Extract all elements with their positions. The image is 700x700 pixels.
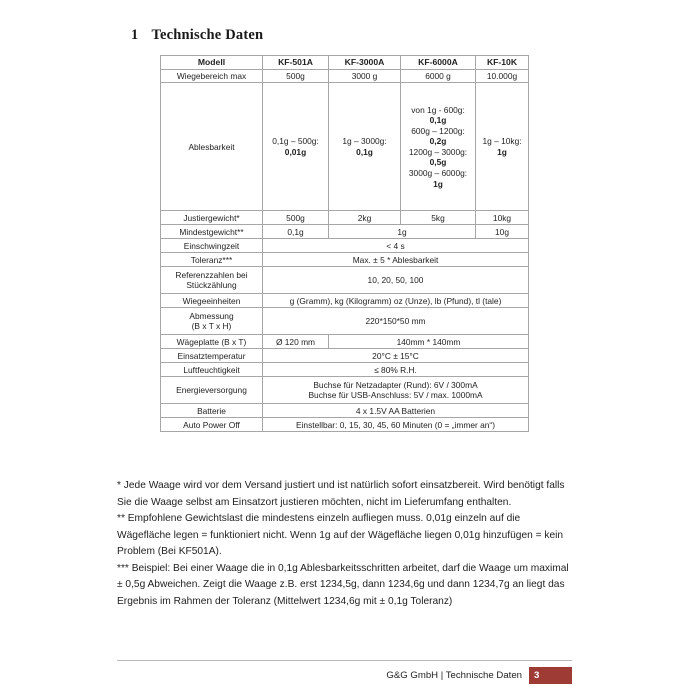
- table-row: [161, 335, 529, 349]
- row-label-luftfeuchtigkeit: Luftfeuchtigkeit: [161, 363, 263, 377]
- cell-auto-power-off-value: Einstellbar: 0, 15, 30, 45, 60 Minuten (0 = „immer an“): [263, 418, 529, 432]
- cell-ablesbarkeit-kf501a: [263, 83, 329, 211]
- row-label-einschwingzeit: Einschwingzeit: [161, 239, 263, 253]
- column-header-kf6000a: KF-6000A: [401, 56, 476, 70]
- row-label-ablesbarkeit: Ablesbarkeit: [161, 83, 263, 211]
- column-header-modell: Modell: [161, 56, 263, 70]
- table-row: [161, 211, 529, 225]
- cell-justiergewicht-kf10k: 10kg: [476, 211, 529, 225]
- column-header-kf501a: KF-501A: [263, 56, 329, 70]
- abmessung-label-line-2: (B x T x H): [191, 321, 232, 332]
- page-title: [131, 27, 263, 44]
- ablesbarkeit-kf10k-range: 1g – 10kg:: [482, 136, 522, 147]
- cell-abmessung-value: 220*150*50 mm: [263, 308, 529, 335]
- row-label-mindestgewicht: Mindestgewicht**: [161, 225, 263, 239]
- ablesbarkeit-kf501a-value: 0,01g: [284, 146, 307, 157]
- footnotes: [117, 478, 572, 610]
- cell-justiergewicht-kf501a: 500g: [263, 211, 329, 225]
- table-row: [161, 308, 529, 335]
- page-number-badge: 3: [529, 667, 572, 684]
- table-row: [161, 83, 529, 211]
- section-number: 1: [131, 27, 139, 43]
- abmessung-label-line-1: Abmessung: [189, 310, 234, 321]
- table-row: [161, 225, 529, 239]
- referenzzahlen-label-line-2: Stückzählung: [186, 280, 237, 291]
- cell-waegeplatte-rest: 140mm * 140mm: [329, 335, 529, 349]
- cell-mindestgewicht-kf501a: 0,1g: [263, 225, 329, 239]
- cell-batterie-value: 4 x 1.5V AA Batterien: [263, 404, 529, 418]
- table-row: [161, 239, 529, 253]
- row-label-waegeplatte: Wägeplatte (B x T): [161, 335, 263, 349]
- ablesbarkeit-kf6000a-value-1: 0,1g: [429, 115, 447, 126]
- table-row: [161, 363, 529, 377]
- cell-einsatztemperatur-value: 20°C ± 15°C: [263, 349, 529, 363]
- cell-ablesbarkeit-kf6000a: [401, 83, 476, 211]
- ablesbarkeit-kf6000a-range-3: 1200g – 3000g:: [408, 146, 468, 157]
- table-row: [161, 377, 529, 404]
- table-row: [161, 267, 529, 294]
- cell-referenzzahlen-value: 10, 20, 50, 100: [263, 267, 529, 294]
- cell-toleranz-value: Max. ± 5 * Ablesbarkeit: [263, 253, 529, 267]
- cell-ablesbarkeit-kf3000a: [329, 83, 401, 211]
- cell-waegeplatte-kf501a: Ø 120 mm: [263, 335, 329, 349]
- row-label-wiegeeinheiten: Wiegeeinheiten: [161, 294, 263, 308]
- ablesbarkeit-kf501a-range: 0,1g – 500g:: [272, 136, 319, 147]
- ablesbarkeit-kf3000a-value: 0,1g: [356, 146, 373, 157]
- row-label-toleranz: Toleranz***: [161, 253, 263, 267]
- ablesbarkeit-kf6000a-range-2: 600g – 1200g:: [411, 125, 465, 136]
- ablesbarkeit-kf6000a-range-1: von 1g - 600g:: [411, 104, 465, 115]
- cell-energieversorgung-value: [263, 377, 529, 404]
- row-label-abmessung: [161, 308, 263, 335]
- cell-justiergewicht-kf3000a: 2kg: [329, 211, 401, 225]
- row-label-energieversorgung: Energieversorgung: [161, 377, 263, 404]
- cell-wiegebereich-kf501a: 500g: [263, 69, 329, 83]
- cell-ablesbarkeit-kf10k: [476, 83, 529, 211]
- cell-einschwingzeit-value: < 4 s: [263, 239, 529, 253]
- technical-specifications-table: [160, 55, 529, 432]
- ablesbarkeit-kf3000a-range: 1g – 3000g:: [342, 136, 387, 147]
- cell-luftfeuchtigkeit-value: ≤ 80% R.H.: [263, 363, 529, 377]
- ablesbarkeit-kf6000a-value-4: 1g: [433, 178, 443, 189]
- ablesbarkeit-kf6000a-value-3: 0,5g: [429, 157, 447, 168]
- row-label-wiegebereich: Wiegebereich max: [161, 69, 263, 83]
- cell-wiegeeinheiten-value: g (Gramm), kg (Kilogramm) oz (Unze), lb (Pfund), tl (tale): [263, 294, 529, 308]
- footer-divider: [117, 660, 572, 661]
- row-label-justiergewicht: Justiergewicht*: [161, 211, 263, 225]
- table-row: [161, 349, 529, 363]
- footnote-3: *** Beispiel: Bei einer Waage die in 0,1g Ablesbarkeitsschritten arbeitet, darf die Waage um maximal ± 0,5g Abweichen. Zeigt die Waage z.B. erst 1234,5g, dann 1234,6g und dann 1234,7g an liegt das Ergebnis im Rahmen der Toleranz (Mittelwert 1234,6g mit ± 0,1g Toleranz): [117, 562, 569, 607]
- cell-wiegebereich-kf10k: 10.000g: [476, 69, 529, 83]
- table-header-row: [161, 56, 529, 70]
- column-header-kf3000a: KF-3000A: [329, 56, 401, 70]
- cell-mindestgewicht-kf10k: 10g: [476, 225, 529, 239]
- energieversorgung-line-1: Buchse für Netzadapter (Rund): 6V / 300mA: [313, 379, 478, 390]
- table-row: [161, 418, 529, 432]
- cell-wiegebereich-kf6000a: 6000 g: [401, 69, 476, 83]
- row-label-auto-power-off: Auto Power Off: [161, 418, 263, 432]
- ablesbarkeit-kf6000a-range-4: 3000g – 6000g:: [408, 168, 468, 179]
- table-row: [161, 253, 529, 267]
- page-footer: [117, 665, 572, 685]
- row-label-batterie: Batterie: [161, 404, 263, 418]
- row-label-einsatztemperatur: Einsatztemperatur: [161, 349, 263, 363]
- ablesbarkeit-kf10k-value: 1g: [497, 146, 507, 157]
- referenzzahlen-label-line-1: Referenzzahlen bei: [175, 269, 248, 280]
- table-row: [161, 294, 529, 308]
- footer-text: G&G GmbH | Technische Daten: [386, 669, 522, 681]
- row-label-referenzzahlen: [161, 267, 263, 294]
- table-row: [161, 404, 529, 418]
- footnote-1: * Jede Waage wird vor dem Versand justiert und ist natürlich sofort einsatzbereit. Wird benötigt falls Sie die Waage selbst am Einsatzort justieren möchten, nicht im Lieferumfang enthalten.: [117, 480, 565, 508]
- cell-mindestgewicht-middle: 1g: [329, 225, 476, 239]
- column-header-kf10k: KF-10K: [476, 56, 529, 70]
- section-title: Technische Daten: [151, 27, 264, 43]
- energieversorgung-line-2: Buchse für USB-Anschluss: 5V / max. 1000mA: [308, 390, 483, 401]
- footnote-2: ** Empfohlene Gewichtslast die mindestens einzeln aufliegen muss. 0,01g einzeln auf die Wägefläche legen = funktioniert nicht. Wenn 1g auf der Wägefläche liegen 0,01g hinzufügen = kein Problem (Bei KF501A).: [117, 513, 564, 558]
- table-row: [161, 69, 529, 83]
- cell-justiergewicht-kf6000a: 5kg: [401, 211, 476, 225]
- ablesbarkeit-kf6000a-value-2: 0,2g: [429, 136, 447, 147]
- cell-wiegebereich-kf3000a: 3000 g: [329, 69, 401, 83]
